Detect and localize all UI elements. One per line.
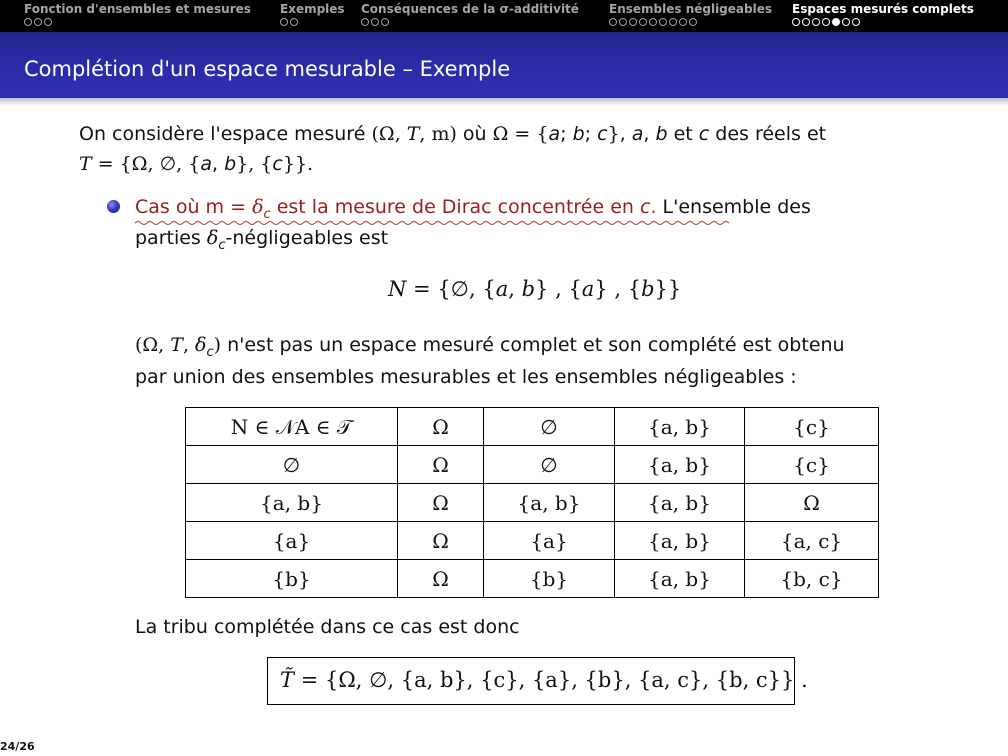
nav-section-title[interactable]: Exemples [280,2,345,16]
nav-dots [609,18,697,28]
math-tribu-symbol: T [79,153,92,175]
nav-frame-dot[interactable] [669,18,677,26]
nav-frame-dot[interactable] [802,18,810,26]
intro-text: , [643,123,656,145]
math-delta: δ [252,196,264,218]
math-fragment: } [607,123,620,145]
nav-dots [792,18,860,28]
statement-text: n'est pas un espace mesuré complet et son complété est obtenu [221,334,845,356]
nav-frame-dot[interactable] [609,18,617,26]
nav-frame-dot[interactable] [44,18,52,26]
nav-frame-dot[interactable] [659,18,667,26]
math-var: a [495,277,509,301]
math-sep: ; [560,123,573,145]
math-delta: δ [206,227,219,249]
nav-section-title[interactable]: Conséquences de la σ-additivité [361,2,579,16]
bullet-text: -négligeables est [225,227,389,249]
math-N-symbol: N [388,277,407,301]
alert-fragment: . [650,196,657,218]
table-cell: Ω [398,522,484,560]
table-cell: {a, b} [615,484,745,522]
math-fragment: }}. [282,153,314,175]
math-var: b [641,277,655,301]
frame-title-bar [0,32,1008,98]
nav-frame-dot[interactable] [812,18,820,26]
section-navigation-bar [0,0,1008,32]
math-tribu-symbol: T [170,334,183,356]
math-fragment: }, { [236,153,273,175]
nav-frame-dot[interactable] [371,18,379,26]
table-header-cell: N ∈ 𝒩A ∈ 𝒯 [186,408,398,446]
math-var: c [272,153,283,175]
table-row [186,446,879,484]
intro-text: où [456,123,493,145]
math-var: b [224,153,237,175]
nav-dots [361,18,389,28]
alert-fragment: Cas où m = [135,196,253,218]
alert-fragment: est la mesure de Dirac concentrée en [270,196,640,218]
table-cell: {a, c} [745,522,879,560]
math-fragment: } , { [535,277,582,301]
math-var: c [597,123,608,145]
math-sep: , [211,153,225,175]
nav-frame-dot[interactable] [280,18,288,26]
display-negligible-set [388,277,681,301]
intro-text: des réels et [709,123,827,145]
math-fragment: } , { [594,277,642,301]
table-cell: {b, c} [745,560,879,598]
frame-title-shadow [0,98,1008,106]
completed-tribu-formula [280,668,808,692]
math-var: a [581,277,595,301]
math-fragment: , m) [419,123,457,145]
math-subscript: c [218,237,226,253]
table-cell: {a, b} [615,560,745,598]
nav-frame-dot[interactable] [24,18,32,26]
frame-title: Complétion d'un espace mesurable – Exemple [24,57,511,81]
math-fragment: = {∅, { [406,277,496,301]
nav-frame-dot[interactable] [639,18,647,26]
math-fragment: ) [213,334,222,356]
math-subscript: c [206,344,214,360]
table-row [186,484,879,522]
table-cell: {b} [186,560,398,598]
math-var: c [639,196,651,218]
intro-text: On considère l'espace mesuré [79,123,372,145]
math-fragment: = {Ω, ∅, { [91,153,201,175]
intro-line-2 [79,152,313,176]
conclusion-line [135,615,520,639]
table-cell: {a} [186,522,398,560]
math-var: a [548,123,561,145]
table-cell: Ω [745,484,879,522]
math-tribu-symbol: T [406,123,420,145]
math-fragment: (Ω, [135,334,171,356]
table-cell: Ω [398,446,484,484]
math-fragment: (Ω, [371,123,407,145]
math-sep: , [508,277,522,301]
nav-frame-dot[interactable] [290,18,298,26]
table-cell: ∅ [186,446,398,484]
math-sep: ; [584,123,598,145]
union-table [185,407,879,598]
table-header-cell: Ω [398,408,484,446]
nav-dots [24,18,52,28]
table-cell: Ω [398,484,484,522]
table-cell: {a, b} [615,446,745,484]
math-var: a [200,153,212,175]
table-cell: {a, b} [615,522,745,560]
nav-frame-dot[interactable] [629,18,637,26]
math-fragment: Ω = { [492,123,549,145]
nav-frame-dot[interactable] [381,18,389,26]
nav-frame-dot[interactable] [832,18,840,26]
conclusion-text: La tribu complétée dans ce cas est donc [135,616,520,638]
statement-line-1 [135,333,845,365]
intro-text: et [667,123,699,145]
table-cell: {a, b} [484,484,615,522]
nav-frame-dot[interactable] [689,18,697,26]
statement-line-2 [135,365,797,389]
page-number: 24/26 [0,740,35,753]
math-var: b [521,277,536,301]
table-cell: Ω [398,560,484,598]
math-tribu-tilde-symbol: T̃ [280,668,295,692]
table-header-cell: {c} [745,408,879,446]
math-var: c [698,123,710,145]
table-cell: {c} [745,446,879,484]
nav-frame-dot[interactable] [361,18,369,26]
bullet-line-2 [135,226,388,258]
nav-section-title[interactable]: Ensembles négligeables [609,2,772,16]
math-fragment: , [182,334,196,356]
math-fragment: = {Ω, ∅, {a, b}, {c}, {a}, {b}, {a, c}, {b, c}} . [294,668,808,692]
math-delta: δ [195,334,207,356]
nav-dots [280,18,298,28]
bullet-text: parties [135,227,207,249]
table-cell: {a} [484,522,615,560]
table-header-cell: {a, b} [615,408,745,446]
math-var: a [631,123,644,145]
table-row [186,560,879,598]
nav-frame-dot[interactable] [822,18,830,26]
table-row [186,522,879,560]
math-var: b [572,123,585,145]
table-header-row [186,408,879,446]
nav-frame-dot[interactable] [619,18,627,26]
nav-frame-dot[interactable] [842,18,850,26]
nav-frame-dot[interactable] [792,18,800,26]
math-fragment: }} [654,277,682,301]
intro-text: , [619,123,632,145]
completed-tribu-box [267,657,808,705]
table-cell: {a, b} [186,484,398,522]
math-subscript: c [263,206,271,222]
table-cell: ∅ [484,446,615,484]
nav-section-title[interactable]: Espaces mesurés complets [792,2,974,16]
alert-text [135,196,657,222]
nav-frame-dot[interactable] [34,18,42,26]
table-header-cell: ∅ [484,408,615,446]
nav-frame-dot[interactable] [649,18,657,26]
intro-line-1 [79,122,826,146]
math-var: b [655,123,668,145]
nav-frame-dot[interactable] [852,18,860,26]
bullet-ball-icon [107,200,120,213]
nav-frame-dot[interactable] [679,18,687,26]
statement-text: par union des ensembles mesurables et les ensembles négligeables : [135,366,797,388]
bullet-text: L'ensemble des [656,196,811,218]
table-cell: {b} [484,560,615,598]
nav-section-title[interactable]: Fonction d'ensembles et mesures [24,2,251,16]
